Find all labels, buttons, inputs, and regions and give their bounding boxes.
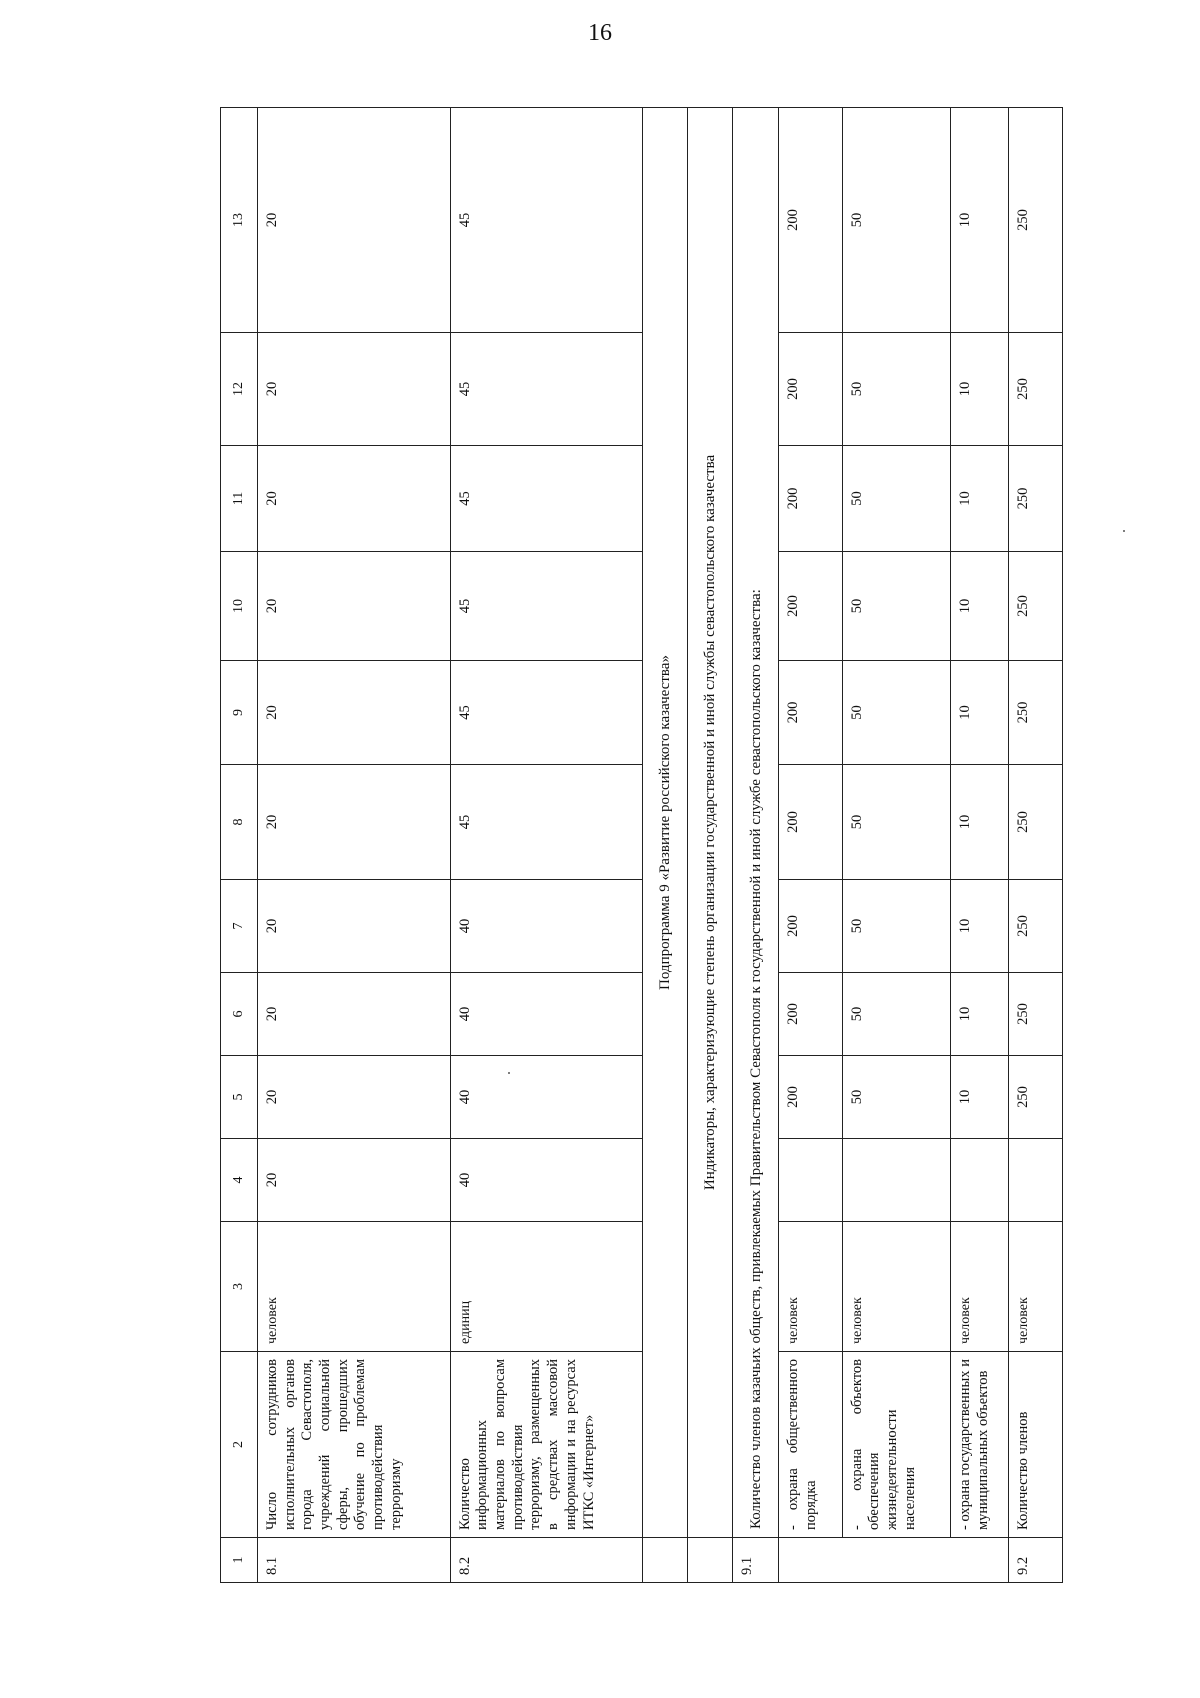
unit-cell: человек: [1009, 1222, 1063, 1352]
header-cell: 6: [221, 973, 258, 1056]
empty-cell: [779, 1538, 1009, 1583]
value-cell: 20: [257, 1139, 450, 1222]
header-cell: 2: [221, 1352, 258, 1538]
value-cell: 40: [450, 1056, 642, 1139]
header-cell: 13: [221, 108, 258, 333]
value-cell: 20: [257, 880, 450, 973]
value-cell: 40: [450, 1139, 642, 1222]
value-cell: 50: [842, 661, 951, 765]
value-cell: 10: [951, 880, 1009, 973]
unit-cell: человек: [257, 1222, 450, 1352]
value-cell: 200: [779, 661, 842, 765]
value-cell: 10: [951, 765, 1009, 880]
value-cell: 50: [842, 108, 951, 333]
header-cell: 12: [221, 333, 258, 446]
table-row-9-2: [1009, 108, 1063, 1583]
table-row-gov-objects: [951, 108, 1009, 1583]
empty-cell: [1009, 1139, 1063, 1222]
value-cell: 250: [1009, 108, 1063, 333]
value-cell: 50: [842, 333, 951, 446]
header-cell: 10: [221, 552, 258, 661]
value-cell: 50: [842, 446, 951, 552]
unit-cell: человек: [951, 1222, 1009, 1352]
value-cell: 20: [257, 765, 450, 880]
value-cell: 50: [842, 552, 951, 661]
value-cell: 10: [951, 661, 1009, 765]
value-cell: 250: [1009, 973, 1063, 1056]
header-cell: 5: [221, 1056, 258, 1139]
row-number: 8.2: [450, 1538, 642, 1583]
table-row-life-support: [842, 108, 951, 1583]
value-cell: 50: [842, 880, 951, 973]
value-cell: 250: [1009, 880, 1063, 973]
indicator-name: Количество информационных материалов по вопросам противодействия терроризму, размещенных в средствах массовой информации и на ресурсах ИТКС «Интернет»: [450, 1352, 642, 1538]
value-cell: 250: [1009, 446, 1063, 552]
value-cell: 45: [450, 446, 642, 552]
table-row-9-1: [733, 108, 779, 1583]
header-cell: 3: [221, 1222, 258, 1352]
value-cell: 200: [779, 552, 842, 661]
value-cell: 10: [951, 108, 1009, 333]
value-cell: 50: [842, 765, 951, 880]
page-number: 16: [588, 20, 612, 46]
value-cell: 250: [1009, 661, 1063, 765]
value-cell: 250: [1009, 1056, 1063, 1139]
value-cell: 20: [257, 108, 450, 333]
value-cell: 200: [779, 880, 842, 973]
indicator-name: Количество членов: [1009, 1352, 1063, 1538]
indicators-heading-row: [687, 108, 732, 1583]
value-cell: 200: [779, 1056, 842, 1139]
value-cell: 45: [450, 661, 642, 765]
value-cell: 10: [951, 552, 1009, 661]
value-cell: 250: [1009, 552, 1063, 661]
value-cell: 200: [779, 765, 842, 880]
unit-cell: человек: [779, 1222, 842, 1352]
value-cell: 20: [257, 333, 450, 446]
empty-cell: [642, 1538, 687, 1583]
empty-cell: [687, 1538, 732, 1583]
indicators-table: [220, 107, 1063, 1583]
header-cell: 9: [221, 661, 258, 765]
value-cell: 40: [450, 973, 642, 1056]
header-cell: 4: [221, 1139, 258, 1222]
value-cell: 45: [450, 333, 642, 446]
header-cell: 1: [221, 1538, 258, 1583]
unit-cell: человек: [842, 1222, 951, 1352]
value-cell: 45: [450, 552, 642, 661]
value-cell: 250: [1009, 765, 1063, 880]
value-cell: 200: [779, 446, 842, 552]
indicator-name: - охрана государственных и муниципальных объектов: [951, 1352, 1009, 1538]
scan-speck: [1123, 530, 1125, 532]
value-cell: 10: [951, 446, 1009, 552]
table-row-8-1: [257, 108, 450, 1583]
value-cell: 200: [779, 108, 842, 333]
header-cell: 11: [221, 446, 258, 552]
value-cell: 20: [257, 661, 450, 765]
table-row-8-2: [450, 108, 642, 1583]
value-cell: 10: [951, 973, 1009, 1056]
unit-cell: единиц: [450, 1222, 642, 1352]
row-number: 9.2: [1009, 1538, 1063, 1583]
table-row-public-order: [779, 108, 842, 1583]
value-cell: 200: [779, 333, 842, 446]
rotated-table-wrapper: [220, 108, 1063, 1583]
empty-cell: [779, 1139, 842, 1222]
value-cell: 40: [450, 880, 642, 973]
value-cell: 45: [450, 108, 642, 333]
value-cell: 10: [951, 333, 1009, 446]
indicator-name: - охрана объектов обеспечения жизнедеятельности населения: [842, 1352, 951, 1538]
indicator-group-title: Количество членов казачьих обществ, привлекаемых Правительством Севастополя к государственной и иной службе севастопольского казачества:: [733, 108, 779, 1538]
value-cell: 200: [779, 973, 842, 1056]
value-cell: 20: [257, 1056, 450, 1139]
value-cell: 50: [842, 973, 951, 1056]
value-cell: 50: [842, 1056, 951, 1139]
empty-cell: [842, 1139, 951, 1222]
subprogram-title: Подпрограмма 9 «Развитие российского казачества»: [642, 108, 687, 1538]
header-cell: 7: [221, 880, 258, 973]
value-cell: 45: [450, 765, 642, 880]
value-cell: 20: [257, 973, 450, 1056]
header-row: [221, 108, 258, 1583]
value-cell: 250: [1009, 333, 1063, 446]
value-cell: 20: [257, 446, 450, 552]
header-cell: 8: [221, 765, 258, 880]
indicators-title: Индикаторы, характеризующие степень организации государственной и иной службы севастопольского казачества: [687, 108, 732, 1538]
row-number: 8.1: [257, 1538, 450, 1583]
indicator-name: Число сотрудников исполнительных органов города Севастополя, учреждений социальной сферы, прошедших обучение по проблемам противодействия терроризму: [257, 1352, 450, 1538]
value-cell: 10: [951, 1056, 1009, 1139]
subprogram-row: [642, 108, 687, 1583]
indicator-name: - охрана общественного порядка: [779, 1352, 842, 1538]
empty-cell: [951, 1139, 1009, 1222]
value-cell: 20: [257, 552, 450, 661]
row-number: 9.1: [733, 1538, 779, 1583]
